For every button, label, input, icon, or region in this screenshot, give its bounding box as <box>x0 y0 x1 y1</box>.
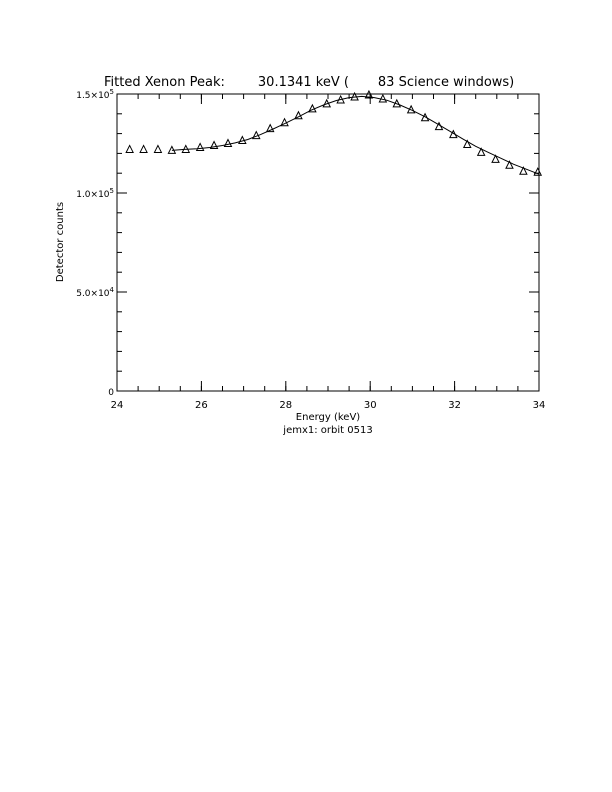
y-tick-label <box>76 286 114 299</box>
data-point-triangle <box>211 141 218 148</box>
y-tick-mantissa: 0 <box>108 388 114 398</box>
y-tick-exponent: 5 <box>109 187 114 195</box>
y-tick-mantissa: 1.0×10 <box>76 190 110 200</box>
data-point-triangle <box>154 145 161 152</box>
chart-subtitle: jemx1: orbit 0513 <box>283 425 373 436</box>
y-tick-exponent: 4 <box>109 286 114 294</box>
y-tick-exponent: 5 <box>109 88 114 96</box>
x-tick-label: 24 <box>110 400 124 411</box>
data-point-triangle <box>520 167 527 174</box>
data-point-triangle <box>126 145 133 152</box>
chart-title: Fitted Xenon Peak: 30.1341 keV ( 83 Science windows) <box>104 75 515 90</box>
y-tick-mantissa: 1.5×10 <box>76 91 110 101</box>
data-point-triangle <box>506 161 513 168</box>
y-tick-mantissa: 5.0×10 <box>76 289 110 299</box>
x-tick-label: 30 <box>363 400 377 411</box>
data-point-triangle <box>478 148 485 155</box>
x-tick-label: 28 <box>279 400 293 411</box>
x-tick-label: 26 <box>195 400 208 411</box>
y-tick-label <box>76 187 114 200</box>
y-axis-label: Detector counts <box>55 201 66 283</box>
y-tick-labels <box>76 88 114 398</box>
x-tick-labels <box>111 400 546 411</box>
minor-ticks <box>117 94 539 391</box>
fit-curve <box>172 96 539 174</box>
x-tick-label: 32 <box>448 400 461 411</box>
data-point-triangle <box>140 145 147 152</box>
major-ticks <box>117 94 539 391</box>
y-tick-label <box>108 388 114 398</box>
x-axis-label: Energy (keV) <box>295 412 361 423</box>
x-tick-label: 34 <box>532 400 546 411</box>
data-point-triangle <box>197 143 204 150</box>
data-points <box>126 91 541 175</box>
data-point-triangle <box>224 140 231 147</box>
data-point-triangle <box>464 140 471 147</box>
plot-frame <box>117 94 539 391</box>
